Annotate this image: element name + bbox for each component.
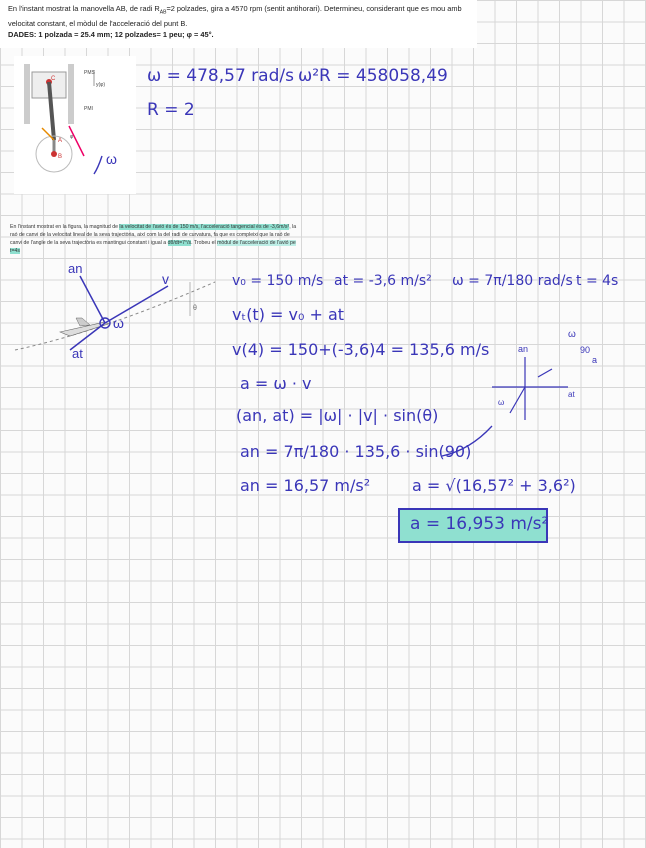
connector-arrow (440, 420, 500, 460)
problem2-statement: En l'instant mostrat en la figura, la magnitud de la velocitat de l'avió és de 150 m/s, l'acceleració tangencial és de -3,6m/s², la raó de canvi de la velocitat lineal de la seva trajectòria, així com la del radi de curvatura, fa que es compleixi que la raó de canvi de l'angle de la seva trajectòria es mantingui constant i igual a dθ/dt=7°/s. Trobeu el mòdul de l'acceleració de l'avió pe t=4s (10, 224, 297, 254)
crank-mechanism-drawing (14, 56, 136, 194)
final-answer: a = 16,953 m/s² (410, 514, 549, 534)
b-label: B (58, 154, 63, 160)
eq-a: a = ω · v (240, 374, 312, 393)
pmi-label: PMI (84, 106, 93, 112)
a-label: A (58, 138, 63, 144)
legend-w-label: ω (568, 329, 576, 340)
omega-equation: ω = 478,57 rad/s (147, 66, 294, 86)
eq-vt: vₜ(t) = v₀ + at (232, 305, 345, 324)
w-label: ω (113, 315, 124, 331)
eq-v4: v(4) = 150+(-3,6)4 = 135,6 m/s (232, 340, 490, 359)
omega-label: ω (106, 151, 117, 167)
data-at: at = -3,6 m/s² (334, 273, 432, 289)
problem1-statement (0, 0, 477, 48)
pms-label: PMS (84, 70, 95, 76)
theta-label: θ (193, 305, 197, 312)
w2r-equation: ω²R = 458058,49 (298, 66, 448, 86)
phi-label: φ (70, 134, 74, 140)
eq-an-val: an = 16,57 m/s² (240, 476, 371, 495)
axis-an-label: an (518, 344, 529, 354)
eq-modulus: a = √(16,57² + 3,6²) (412, 476, 576, 495)
at-label: at (72, 346, 83, 361)
eq-an-at: (an, at) = |ω| · |v| · sin(θ) (236, 406, 439, 425)
data-v0: v₀ = 150 m/s (232, 273, 324, 289)
y-label: y(φ) (96, 82, 106, 88)
crank-mechanism-figure (14, 56, 136, 194)
problem1-data: DADES: 1 polzada = 25.4 mm; 12 polzades= 1 peu; φ = 45°. (8, 30, 214, 40)
c-label: C (51, 76, 56, 82)
legend-90-label: 90 (580, 345, 591, 355)
r-equation: R = 2 (147, 100, 195, 120)
an-label: an (68, 262, 83, 276)
v-label: v (162, 271, 169, 287)
legend-a-label: a (592, 355, 598, 365)
eq-an-num: an = 7π/180 · 135,6 · sin(90) (240, 442, 472, 461)
data-omega: ω = 7π/180 rad/s (452, 273, 573, 289)
axis-w-label: ω (498, 398, 505, 407)
data-t: t = 4s (576, 273, 619, 289)
problem1-text: En l'instant mostrat la manovella AB, de radi $R_{AB}=2$ polzades, gira a 4570 rpm (sentit antihorari). Determineu, considerant que es mou amb velocitat constant, el mòdul de l'acceleració del punt B. (8, 4, 462, 29)
axis-at-label: at (568, 390, 575, 399)
airplane-figure (10, 262, 220, 362)
